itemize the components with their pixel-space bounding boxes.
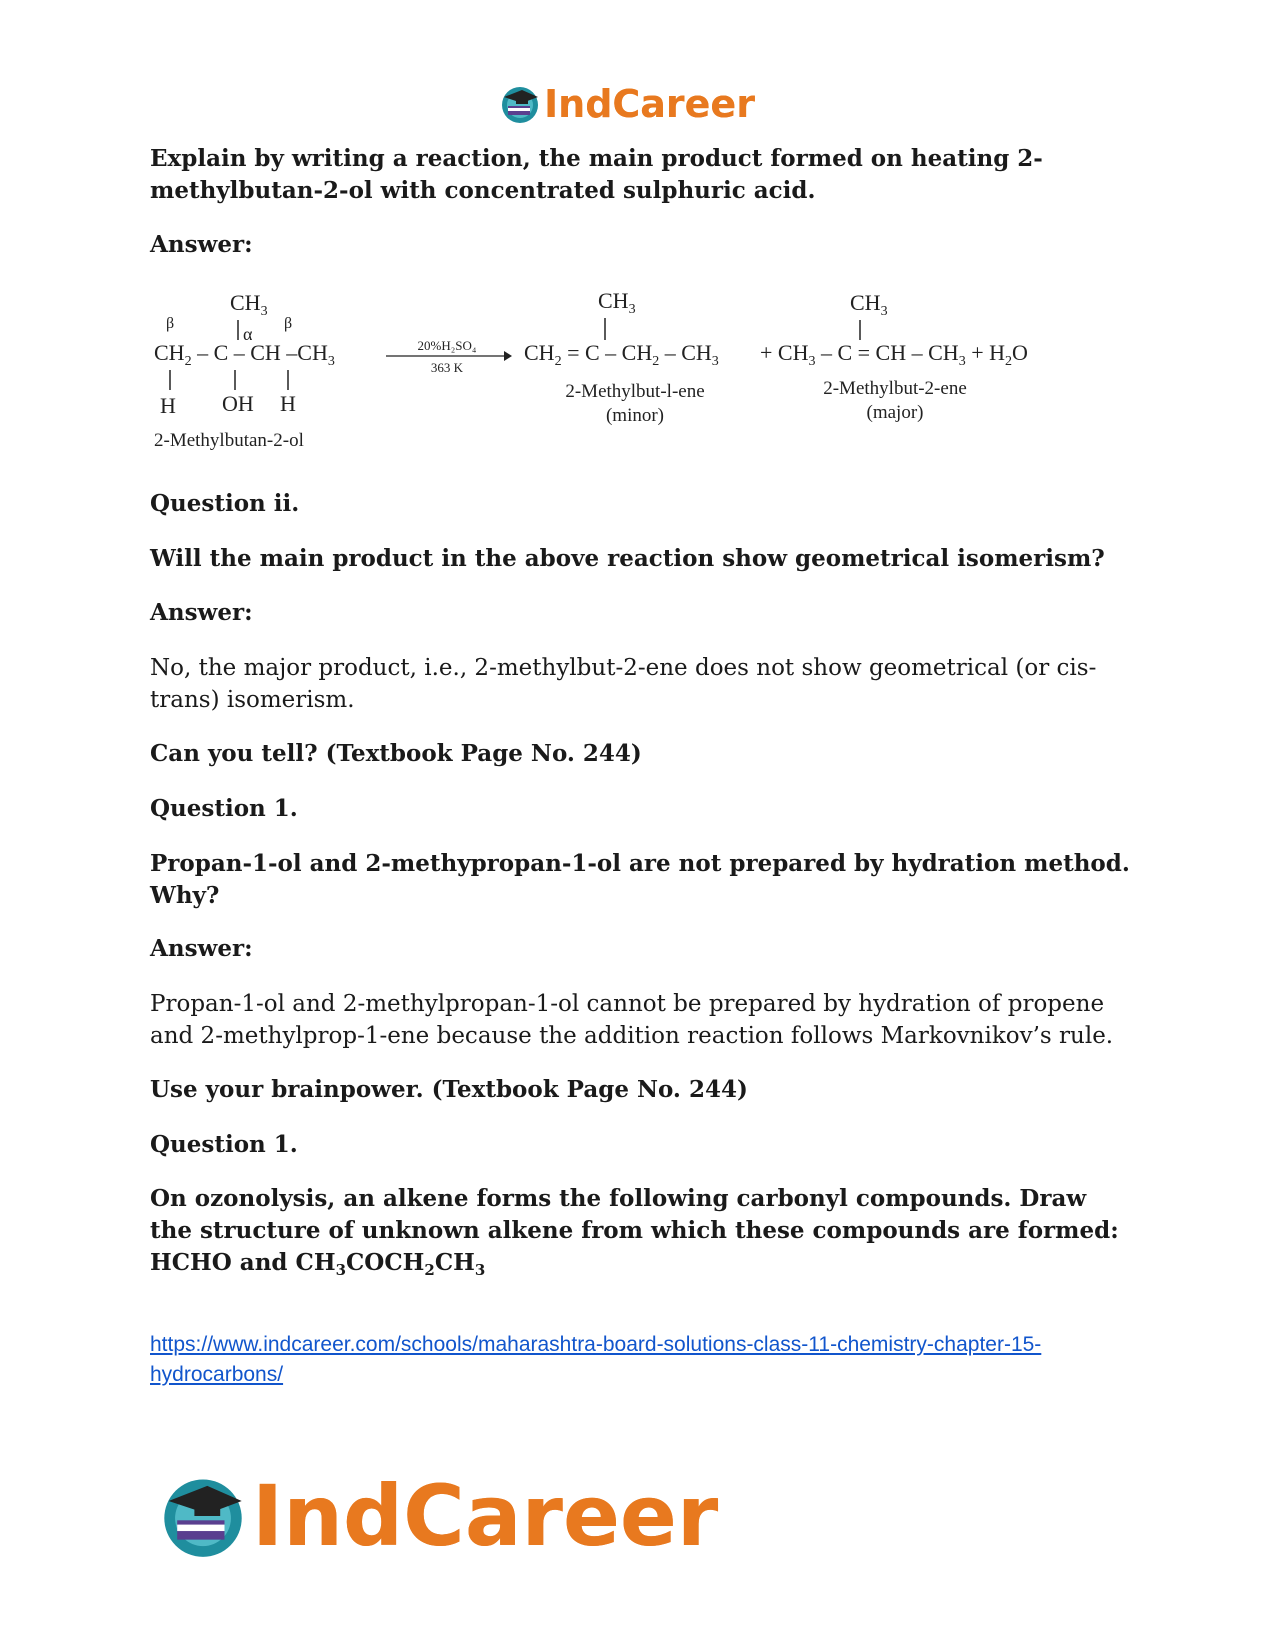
svg-text:CH3: $CH_3$: [598, 290, 636, 317]
product2-name: 2-Methylbut-2-ene: [823, 378, 967, 399]
answer-label: Answer:: [150, 231, 253, 258]
brand-logo-bottom: [160, 1466, 718, 1566]
graduation-cap-book-icon: [500, 84, 540, 124]
brand-name: IndCareer: [252, 1467, 719, 1565]
question-1-text: [150, 1183, 1135, 1279]
formula-sub: 2: [424, 1261, 435, 1279]
svg-text:OH: OH: [222, 391, 254, 416]
reagent-bottom: 363 K: [430, 360, 464, 375]
svg-text:CH3: $CH_3$: [230, 290, 268, 319]
formula-sub: 3: [474, 1261, 486, 1279]
product1-note: (minor): [605, 405, 665, 426]
product2-structure: [760, 290, 1028, 369]
source-link[interactable]: https://www.indcareer.com/schools/maharashtra-board-solutions-class-11-chemistry-chapter-15-hydrocarbons/: [150, 1333, 1042, 1386]
formula-part: HCHO and CH: [150, 1249, 336, 1276]
brand-logo-top: [500, 80, 755, 128]
question-ii-label: Question ii.: [150, 490, 300, 517]
question-text: Explain by writing a reaction, the main product formed on heating 2-methylbutan-2-ol with concentrated sulphuric acid.: [150, 145, 1043, 204]
answer-label: Answer:: [150, 935, 253, 962]
formula-part: CH: [434, 1249, 475, 1276]
reactant-structure: [154, 290, 335, 418]
product1-name: 2-Methylbut-l-ene: [565, 381, 705, 402]
formula-part: COCH: [346, 1249, 425, 1276]
question-1-text: Propan-1-ol and 2-methypropan-1-ol are not prepared by hydration method. Why?: [150, 850, 1130, 909]
question-ii-text: Will the main product in the above reaction show geometrical isomerism?: [150, 545, 1105, 572]
answer-text: Propan-1-ol and 2-methylpropan-1-ol cannot be prepared by hydration of propene and 2-methylprop-1-ene because the addition reaction follows Markovnikov’s rule.: [150, 991, 1114, 1049]
reactant-name: 2-Methylbutan-2-ol: [154, 430, 304, 451]
brand-name: IndCareer: [544, 82, 755, 126]
svg-text:CH2 – C – CH –CH3: $CH_2$ – C – CH $-CH_3$: [154, 340, 335, 369]
section-title: Can you tell? (Textbook Page No. 244): [150, 740, 642, 767]
section-title: Use your brainpower. (Textbook Page No. 244): [150, 1076, 748, 1103]
reagent-top: 20%H₂SO₄: [417, 338, 477, 353]
question-text-main: On ozonolysis, an alkene forms the following carbonyl compounds. Draw the structure of unknown alkene from which these compounds are formed:: [150, 1185, 1119, 1244]
svg-text:β: β: [166, 315, 175, 332]
answer-label: Answer:: [150, 599, 253, 626]
reaction-diagram: [150, 290, 1125, 470]
question-1-label: Question 1.: [150, 795, 298, 822]
product2-note: (major): [866, 402, 924, 423]
svg-text:H: H: [280, 391, 296, 416]
question-1-label: Question 1.: [150, 1131, 298, 1158]
product1-structure: [524, 290, 719, 369]
svg-text:CH2 = C – CH2 – CH3: $CH_2 = C - CH_2 - CH_3$: [524, 340, 719, 369]
svg-text:α: α: [243, 324, 253, 344]
svg-text:+ CH3 – C = CH – CH3 + H2O: + $CH_3$ – C = CH – $CH_3 + H_2O$: [760, 340, 1028, 369]
formula-sub: 3: [335, 1261, 346, 1279]
svg-text:β: β: [284, 315, 293, 332]
svg-text:CH3: $CH_3$: [850, 290, 888, 319]
answer-text: No, the major product, i.e., 2-methylbut-2-ene does not show geometrical (or cis-trans) isomerism.: [150, 655, 1097, 713]
svg-text:H: H: [160, 393, 176, 418]
graduation-cap-book-icon: [160, 1473, 246, 1559]
